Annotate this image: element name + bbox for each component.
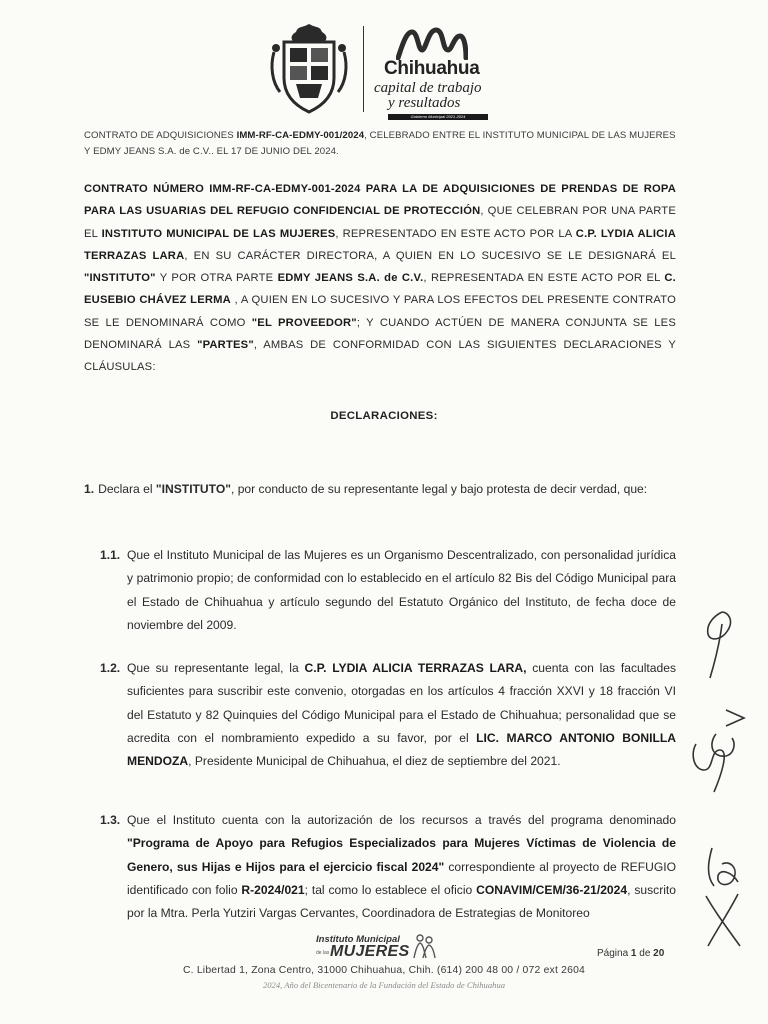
item-number: 1.2. — [100, 661, 121, 675]
brand-tagline-line-1: capital de trabajo — [374, 80, 482, 96]
item-number: 1.1. — [100, 548, 121, 562]
official-letter-number: CONAVIM/CEM/36-21/2024 — [476, 882, 628, 897]
declaration-item-1-2 — [100, 657, 676, 773]
letterhead — [268, 18, 518, 118]
footer-address: C. Libertad 1, Zona Centro, 31000 Chihuahua, Chih. (614) 200 48 00 / 072 ext 2604 — [182, 965, 586, 976]
intro-text: , REPRESENTADA EN ESTE ACTO POR EL — [423, 272, 665, 285]
intro-text: , REPRESENTADO EN ESTE ACTO POR LA — [335, 227, 576, 240]
brand-tagline-line-2: y resultados — [388, 95, 461, 111]
footer-note: 2024, Año del Bicentenario de la Fundación del Estado de Chihuahua — [262, 980, 506, 990]
item-text — [127, 657, 676, 773]
section-text: Declara el — [98, 482, 156, 496]
page-current: 1 — [630, 948, 637, 959]
intro-text: ; Y CUANDO ACTÚEN DE MANERA CONJUNTA SE LES DENOMINARÁ LAS — [84, 316, 677, 352]
intro-text: Y POR OTRA PARTE — [155, 272, 278, 285]
brand-name: Chihuahua — [384, 58, 480, 79]
page-label: Página — [597, 948, 631, 959]
header-divider — [363, 26, 364, 112]
reference-text: , CELEBRADO ENTRE EL INSTITUTO MUNICIPAL DE LAS MUJERES Y EDMY JEANS S.A. de C.V.. EL 17 DE JUNIO DEL 2024. — [84, 130, 676, 157]
term-instituto: "INSTITUTO" — [155, 482, 231, 496]
women-figure-icon — [410, 932, 438, 960]
instituto-mujeres-logo — [314, 932, 444, 962]
term-instituto: "INSTITUTO" — [84, 272, 156, 285]
declarations-heading: DECLARACIONES: — [330, 410, 438, 422]
section-text: , por conducto de su representante legal y bajo protesta de decir verdad, que: — [230, 482, 648, 496]
initials-signature-2-icon — [686, 704, 748, 800]
party-provider: EDMY JEANS S.A. de C.V. — [277, 272, 424, 285]
reference-text: CONTRATO DE ADQUISICIONES — [84, 130, 237, 141]
reference-code: IMM-RF-CA-EDMY-001/2024 — [236, 130, 365, 141]
item-text-part: , suscrito por la Mtra. Perla Yutziri Vargas Cervantes, Coordinadora de Estrategias de Monitoreo — [127, 882, 677, 921]
item-text-part: Que su representante legal, la — [127, 661, 305, 675]
page-total: 20 — [653, 948, 665, 959]
item-text — [127, 809, 676, 925]
logo-main-text: MUJERES — [330, 943, 410, 960]
intro-text: , QUE CELEBRAN POR UNA PARTE EL — [84, 205, 676, 240]
representative-name: C.P. LYDIA ALICIA TERRAZAS LARA — [84, 227, 676, 262]
intro-text: , A QUIEN EN LO SUCESIVO Y PARA LOS EFECTOS DEL PRESENTE CONTRATO SE LE DENOMINARÁ COMO — [84, 294, 676, 329]
contract-title: CONTRATO NÚMERO IMM-RF-CA-EDMY-001-2024 PARA LA DE ADQUISICIONES DE PRENDAS DE ROPA PARA LAS USUARIAS DEL REFUGIO CONFIDENCIAL DE PROTECCIÓN — [84, 183, 676, 218]
intro-text: , EN SU CARÁCTER DIRECTORA, A QUIEN EN LO SUCESIVO SE LE DESIGNARÁ EL — [184, 249, 676, 262]
initials-signature-1-icon — [700, 610, 744, 680]
logo-del-text: de las — [316, 950, 330, 956]
section-number: 1. — [84, 482, 95, 496]
declaration-section-1 — [84, 478, 676, 500]
item-text-part: ; tal como lo establece el oficio — [304, 882, 477, 897]
item-text-part: , Presidente Municipal de Chihuahua, el diez de septiembre del 2021. — [188, 754, 561, 769]
logo-top-text: Instituto Municipal — [316, 934, 400, 945]
intro-text: , AMBAS DE CONFORMIDAD CON LAS SIGUIENTES DECLARACIONES Y CLÁUSULAS: — [84, 339, 676, 374]
contract-intro-paragraph — [84, 178, 676, 379]
declaration-item-1-3 — [100, 809, 676, 925]
item-text-part: cuenta con las facultades suficientes para suscribir este convenio, otorgadas en los artículos 4 fracción XXVI y 18 fracción VI del Estatuto y 82 Quinquies del Código Municipal para el Estado de Chihuahua; personalidad que se acredita con el nombramiento expedido a su favor, por el — [127, 661, 676, 745]
brand-band: Gobierno Municipal 2021-2024 — [388, 114, 488, 120]
term-proveedor: "EL PROVEEDOR" — [251, 316, 357, 329]
declaration-item-1-1 — [100, 544, 676, 637]
program-name: "Programa de Apoyo para Refugios Especializados para Mujeres Víctimas de Violencia de Genero, sus Hijas e Hijos para el ejercicio fiscal 2024" — [127, 836, 676, 874]
term-partes: "PARTES" — [197, 339, 254, 352]
initials-signature-4-icon — [700, 890, 746, 950]
provider-representative: C. EUSEBIO CHÁVEZ LERMA — [84, 272, 676, 307]
folio-number: R-2024/021 — [241, 882, 305, 897]
mayor-name: LIC. MARCO ANTONIO BONILLA MENDOZA — [127, 730, 676, 769]
contract-reference — [84, 128, 684, 160]
chihuahua-mountains-logo-icon — [396, 26, 468, 60]
item-text-part: Que el Instituto cuenta con la autorización de los recursos a través del programa denominado — [127, 813, 676, 827]
item-text: Que el Instituto Municipal de las Mujeres es un Organismo Descentralizado, con personalidad jurídica y patrimonio propio; de conformidad con lo establecido en el artículo 82 Bis del Código Municipal para el Estado de Chihuahua y artículo segundo del Estatuto Orgánico del Instituto, de fecha doce de noviembre del 2009. — [127, 548, 676, 632]
item-text-part: correspondiente al proyecto de REFUGIO identificado con folio — [127, 859, 676, 897]
page-of: de — [636, 948, 654, 959]
party-institute: INSTITUTO MUNICIPAL DE LAS MUJERES — [101, 227, 336, 240]
representative-name: C.P. LYDIA ALICIA TERRAZAS LARA, — [304, 661, 527, 675]
item-number: 1.3. — [100, 813, 121, 827]
municipal-coat-of-arms-icon — [268, 22, 350, 114]
page-number — [597, 948, 664, 959]
